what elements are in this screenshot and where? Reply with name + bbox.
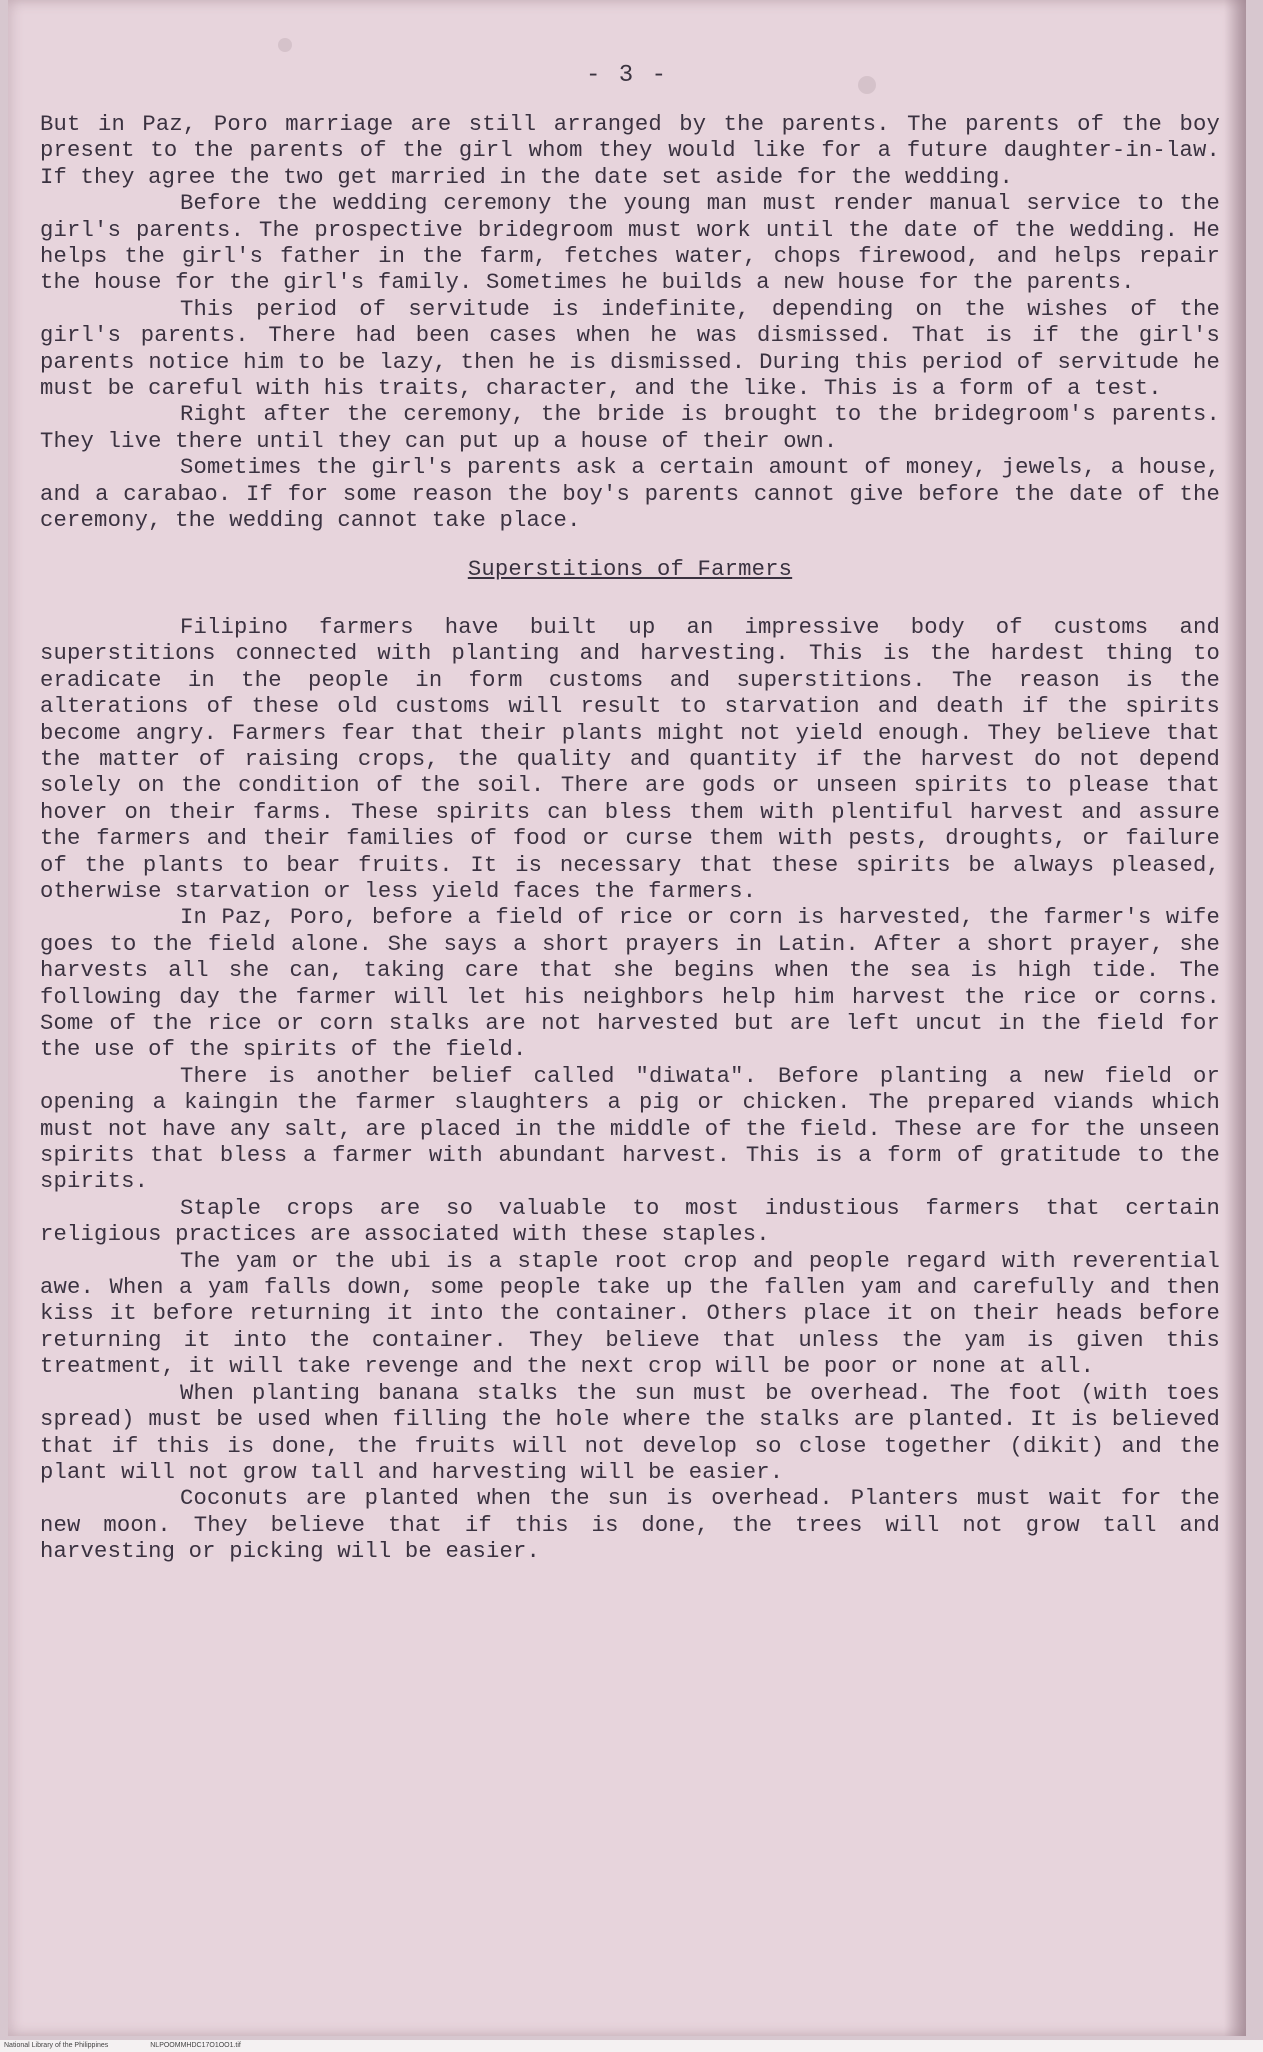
paragraph: Staple crops are so valuable to most industious farmers that certain religious practices are associated with these staples. — [40, 1195, 1220, 1248]
document-body — [40, 112, 1220, 1566]
paragraph: Filipino farmers have built up an impressive body of customs and superstitions connected with planting and harvesting. This is the hardest thing to eradicate in the people in form customs and superstitions. The reason is the alterations of these old customs will result to starvation and death if the spirits become angry. Farmers fear that their plants might not yield enough. They believe that the matter of raising crops, the quality and quantity if the harvest do not depend solely on the condition of the soil. There are gods or unseen spirits to please that hover on their farms. These spirits can bless them with plentiful harvest and assure the farmers and their families of food or curse them with pests, droughts, or failure of the plants to bear fruits. It is necessary that these spirits be always pleased, otherwise starvation or less yield faces the farmers. — [40, 614, 1220, 904]
scan-footer — [0, 2040, 1263, 2052]
footer-filename: NLPOOMMHDC17O1OO1.tif — [150, 2042, 241, 2049]
footer-library: National Library of the Philippines — [4, 2042, 109, 2049]
paragraph: In Paz, Poro, before a field of rice or corn is harvested, the farmer's wife goes to the field alone. She says a short prayers in Latin. After a short prayer, she harvests all she can, taking care that she begins when the sea is high tide. The following day the farmer will let his neighbors help him harvest the rice or corns. Some of the rice or corn stalks are not harvested but are left uncut in the field for the use of the spirits of the field. — [40, 905, 1220, 1063]
paragraph: But in Paz, Poro marriage are still arranged by the parents. The parents of the boy present to the parents of the girl whom they would like for a future daughter-in-law. If they agree the two get married in the date set aside for the wedding. — [40, 112, 1220, 190]
page-number: - 3 - — [585, 62, 668, 89]
paragraph: When planting banana stalks the sun must be overhead. The foot (with toes spread) must be used when filling the hole where the stalks are planted. It is believed that if this is done, the fruits will not develop so close together (dikit) and the plant will not grow tall and harvesting will be easier. — [40, 1380, 1220, 1485]
document-page — [8, 0, 1246, 2036]
paragraph: Coconuts are planted when the sun is overhead. Planters must wait for the new moon. They believe that if this is done, the trees will not grow tall and harvesting or picking will be easier. — [40, 1486, 1220, 1565]
paragraph: The yam or the ubi is a staple root crop and people regard with reverential awe. When a yam falls down, some people take up the fallen yam and carefully and then kiss it before returning it into the container. Others place it on their heads before returning it into the container. They believe that unless the yam is given this treatment, it will take revenge and the next crop will be poor or none at all. — [40, 1248, 1220, 1380]
paragraph: There is another belief called "diwata". Before planting a new field or opening a kaingin the farmer slaughters a pig or chicken. The prepared viands which must not have any salt, are placed in the middle of the field. These are for the unseen spirits that bless a farmer with abundant harvest. This is a form of gratitude to the spirits. — [40, 1063, 1220, 1195]
paragraph: Right after the ceremony, the bride is brought to the bridegroom's parents. They live there until they can put up a house of their own. — [40, 402, 1220, 454]
paragraph: Sometimes the girl's parents ask a certain amount of money, jewels, a house, and a carabao. If for some reason the boy's parents cannot give before the date of the ceremony, the wedding cannot take place. — [40, 455, 1220, 534]
page-edge-shadow — [1224, 0, 1246, 2036]
section-heading: Superstitions of Farmers — [467, 556, 793, 582]
paragraph: Before the wedding ceremony the young man must render manual service to the girl's parents. The prospective bridegroom must work until the date of the wedding. He helps the girl's father in the farm, fetches water, chops firewood, and helps repair the house for the girl's family. Sometimes he builds a new house for the parents. — [40, 191, 1220, 296]
paragraph: This period of servitude is indefinite, depending on the wishes of the girl's parents. There had been cases when he was dismissed. That is if the girl's parents notice him to be lazy, then he is dismissed. During this period of servitude he must be careful with his traits, character, and the like. This is a form of a test. — [40, 296, 1220, 402]
paper-stain — [278, 38, 292, 52]
